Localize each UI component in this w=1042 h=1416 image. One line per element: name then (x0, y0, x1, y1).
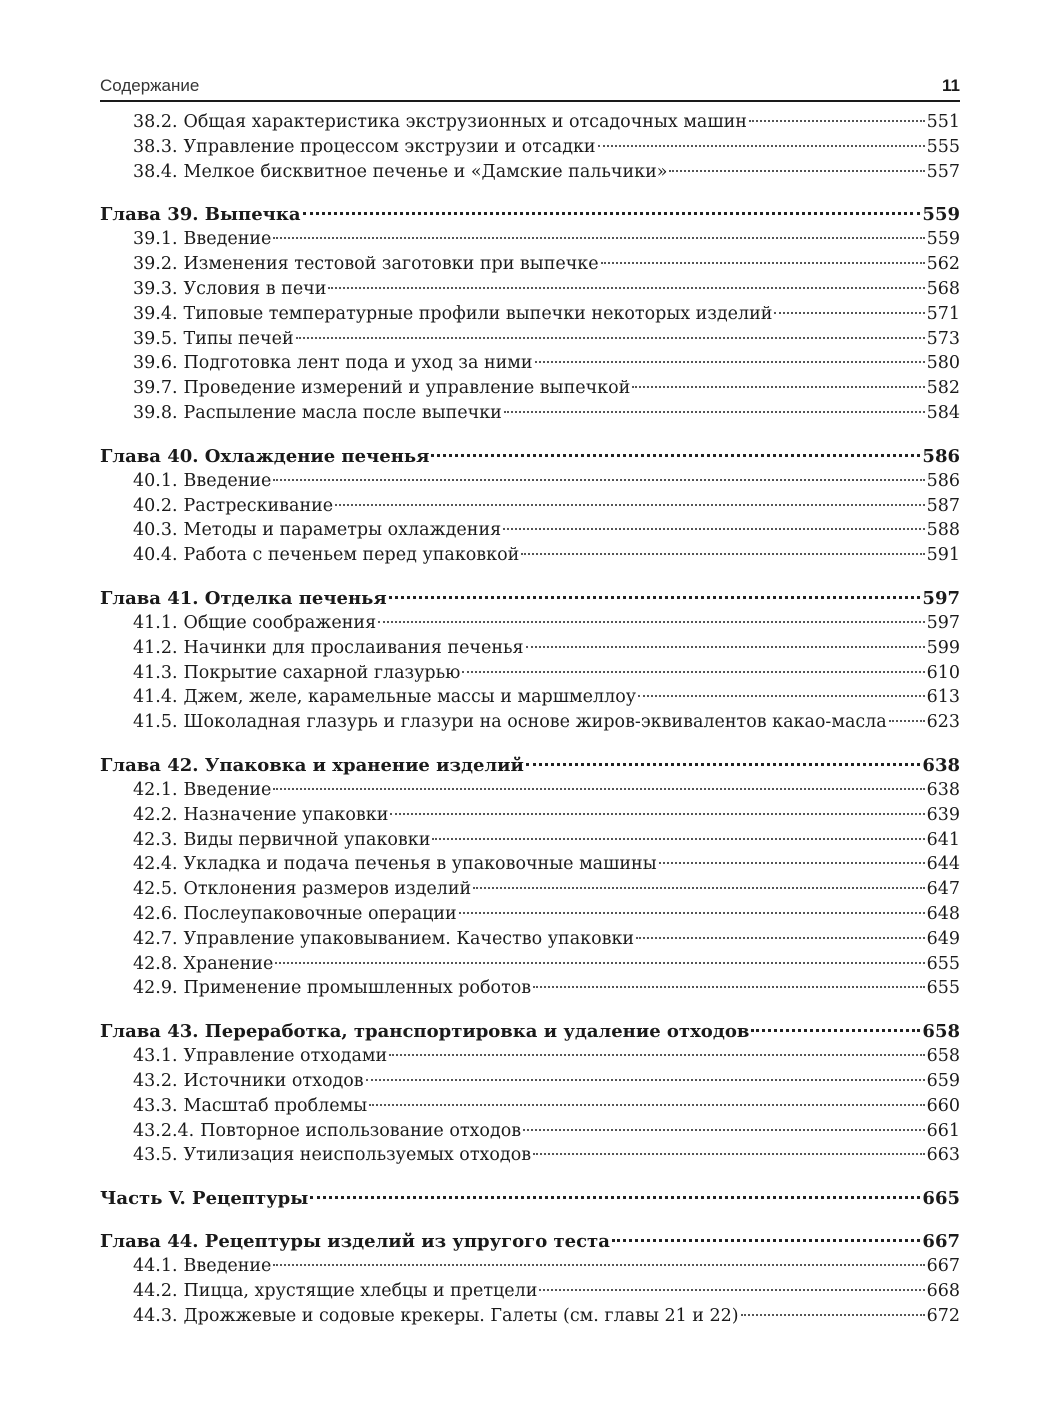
section-number: 41.2. (133, 637, 178, 658)
section-title: Джем, желе, карамельные массы и маршмеллоу (183, 687, 637, 708)
section-title: Виды первичной упаковки (183, 829, 431, 850)
section-number: 39.7. (133, 378, 178, 399)
section-title: Методы и параметры охлаждения (183, 520, 502, 541)
toc-entry[interactable] (100, 401, 960, 426)
dot-leader (335, 504, 924, 506)
dot-leader (523, 1129, 924, 1131)
toc-entry[interactable] (100, 1254, 960, 1279)
chapter-page: 638 (922, 754, 960, 776)
dot-leader (369, 1104, 924, 1106)
section-page: 586 (926, 470, 960, 491)
dot-leader (459, 912, 925, 914)
section-number: 42.3. (133, 829, 178, 850)
chapter-title: Глава 41. Отделка печенья (100, 587, 387, 609)
dot-leader (598, 145, 925, 147)
toc-group (100, 1186, 960, 1211)
section-page: 655 (926, 978, 960, 999)
toc-entry[interactable] (100, 518, 960, 543)
section-title: Растрескивание (183, 495, 334, 516)
toc-group (100, 444, 960, 568)
toc-group (100, 1019, 960, 1168)
dot-leader (366, 1079, 925, 1081)
toc-group (100, 753, 960, 1001)
section-page: 573 (926, 328, 960, 349)
dot-leader (504, 411, 925, 413)
section-number: 38.3. (133, 136, 178, 157)
dot-leader (273, 237, 924, 239)
page-number: 11 (942, 76, 960, 95)
chapter-page: 597 (922, 587, 960, 609)
section-page: 658 (926, 1046, 960, 1067)
toc-entry[interactable] (100, 1304, 960, 1329)
section-page: 588 (926, 520, 960, 541)
dot-leader (389, 1054, 924, 1056)
toc-entry[interactable] (100, 543, 960, 568)
chapter-page: 667 (922, 1231, 960, 1253)
section-title: Применение промышленных роботов (183, 978, 532, 999)
toc-entry[interactable] (100, 902, 960, 927)
dot-leader (432, 838, 924, 840)
toc-entry[interactable] (100, 952, 960, 977)
section-page: 660 (926, 1095, 960, 1116)
section-page: 555 (926, 136, 960, 157)
section-number: 42.1. (133, 779, 178, 800)
dot-leader (601, 262, 925, 264)
chapter-page: 658 (922, 1021, 960, 1043)
section-number: 39.2. (133, 254, 178, 275)
toc-group (100, 202, 960, 425)
section-number: 42.7. (133, 928, 178, 949)
section-number: 40.4. (133, 545, 178, 566)
dot-leader (431, 454, 920, 457)
running-head-title: Содержание (100, 76, 200, 95)
book-page (100, 70, 960, 1346)
section-page: 582 (926, 378, 960, 399)
section-title: Покрытие сахарной глазурью (183, 662, 461, 683)
section-title: Общая характеристика экструзионных и отсадочных машин (183, 112, 747, 132)
dot-leader (328, 287, 924, 289)
section-page: 649 (926, 928, 960, 949)
section-page: 597 (926, 612, 960, 633)
section-number: 42.5. (133, 879, 178, 900)
section-title: Введение (183, 1256, 272, 1277)
dot-leader (889, 720, 925, 722)
section-title: Введение (183, 470, 272, 491)
dot-leader (526, 646, 925, 648)
dot-leader (378, 621, 924, 623)
dot-leader (749, 120, 925, 122)
dot-leader (273, 788, 924, 790)
section-number: 44.2. (133, 1280, 178, 1301)
section-page: 659 (926, 1070, 960, 1091)
toc-entry[interactable] (100, 877, 960, 902)
toc-chapter-heading[interactable] (100, 202, 960, 227)
section-title: Проведение измерений и управление выпечкой (183, 378, 631, 399)
dot-leader (659, 862, 925, 864)
section-page: 587 (926, 495, 960, 516)
section-page: 623 (926, 712, 960, 733)
section-page: 571 (926, 303, 960, 324)
section-page: 568 (926, 278, 960, 299)
section-number: 39.1. (133, 229, 178, 250)
section-page: 557 (926, 161, 960, 182)
toc-entry[interactable] (100, 927, 960, 952)
dot-leader (389, 596, 921, 599)
section-title: Работа с печеньем перед упаковкой (183, 545, 520, 566)
section-number: 40.1. (133, 470, 178, 491)
section-page: 644 (926, 854, 960, 875)
section-title: Источники отходов (183, 1070, 364, 1091)
section-title: Пицца, хрустящие хлебцы и претцели (183, 1280, 538, 1301)
toc-entry[interactable] (100, 661, 960, 686)
toc-chapter-heading[interactable] (100, 586, 960, 611)
section-title: Общие соображения (183, 612, 377, 633)
section-page: 639 (926, 804, 960, 825)
section-title: Повторное использование отходов (200, 1120, 522, 1141)
toc-entry[interactable] (100, 135, 960, 160)
toc-chapter-heading[interactable] (100, 1019, 960, 1044)
toc-entry[interactable] (100, 277, 960, 302)
section-number: 39.4. (133, 303, 178, 324)
toc-entry[interactable] (100, 828, 960, 853)
toc-entry[interactable] (100, 1044, 960, 1069)
table-of-contents (100, 110, 960, 1328)
section-page: 648 (926, 903, 960, 924)
dot-leader (533, 1153, 925, 1155)
toc-entry[interactable] (100, 351, 960, 376)
section-page: 551 (926, 112, 960, 132)
section-number: 42.8. (133, 953, 178, 974)
section-page: 647 (926, 879, 960, 900)
toc-chapter-heading[interactable] (100, 444, 960, 469)
section-page: 580 (926, 353, 960, 374)
dot-leader (275, 962, 924, 964)
dot-leader (273, 479, 924, 481)
section-number: 39.5. (133, 328, 178, 349)
toc-entry[interactable] (100, 227, 960, 252)
dot-leader (503, 528, 924, 530)
section-number: 38.4. (133, 161, 178, 182)
dot-leader (296, 337, 925, 339)
section-title: Шоколадная глазурь и глазури на основе жиров-эквивалентов какао-масла (183, 712, 887, 733)
section-title: Назначение упаковки (183, 804, 389, 825)
dot-leader (273, 1264, 924, 1266)
toc-entry[interactable] (100, 1094, 960, 1119)
chapter-page: 665 (922, 1188, 960, 1210)
toc-chapter-heading[interactable] (100, 1229, 960, 1254)
toc-entry[interactable] (100, 376, 960, 401)
section-number: 42.4. (133, 854, 178, 875)
running-head (100, 70, 960, 102)
section-title: Типы печей (183, 328, 294, 349)
toc-entry[interactable] (100, 469, 960, 494)
toc-entry[interactable] (100, 494, 960, 519)
dot-leader (638, 695, 925, 697)
toc-entry[interactable] (100, 1119, 960, 1144)
dot-leader (741, 1314, 925, 1316)
toc-entry[interactable] (100, 778, 960, 803)
dot-leader (669, 170, 924, 172)
section-title: Укладка и подача печенья в упаковочные машины (183, 854, 657, 875)
toc-entry[interactable] (100, 327, 960, 352)
section-title: Дрожжевые и содовые крекеры. Галеты (см. главы 21 и 22) (183, 1305, 739, 1326)
toc-group (100, 1229, 960, 1328)
section-number: 39.8. (133, 402, 178, 423)
dot-leader (751, 1029, 920, 1032)
section-title: Утилизация неиспользуемых отходов (183, 1145, 532, 1166)
chapter-page: 586 (922, 445, 960, 467)
dot-leader (303, 212, 921, 215)
section-page: 559 (926, 229, 960, 250)
section-page: 668 (926, 1280, 960, 1301)
toc-entry[interactable] (100, 976, 960, 1001)
section-title: Начинки для прослаивания печенья (183, 637, 524, 658)
toc-entry[interactable] (100, 636, 960, 661)
section-page: 610 (926, 662, 960, 683)
section-title: Управление процессом экструзии и отсадки (183, 136, 596, 157)
section-page: 661 (926, 1120, 960, 1141)
section-title: Управление упаковыванием. Качество упаковки (183, 928, 635, 949)
dot-leader (539, 1289, 924, 1291)
section-number: 39.3. (133, 278, 178, 299)
section-number: 40.3. (133, 520, 178, 541)
section-number: 43.3. (133, 1095, 178, 1116)
section-title: Послеупаковочные операции (183, 903, 457, 924)
section-page: 663 (926, 1145, 960, 1166)
chapter-title: Глава 40. Охлаждение печенья (100, 445, 430, 467)
toc-entry[interactable] (100, 1279, 960, 1304)
section-title: Типовые температурные профили выпечки некоторых изделий (183, 303, 773, 324)
section-title: Отклонения размеров изделий (183, 879, 472, 900)
section-title: Введение (183, 779, 272, 800)
dot-leader (473, 887, 924, 889)
dot-leader (774, 312, 924, 314)
section-page: 562 (926, 254, 960, 275)
section-page: 655 (926, 953, 960, 974)
dot-leader (462, 671, 924, 673)
dot-leader (390, 813, 924, 815)
section-number: 43.1. (133, 1046, 178, 1067)
section-number: 43.2. (133, 1070, 178, 1091)
toc-group (100, 110, 960, 184)
section-page: 584 (926, 402, 960, 423)
dot-leader (533, 986, 924, 988)
chapter-title: Глава 43. Переработка, транспортировка и удаление отходов (100, 1021, 750, 1043)
section-page: 591 (926, 545, 960, 566)
section-number: 42.2. (133, 804, 178, 825)
section-number: 42.9. (133, 978, 178, 999)
section-title: Условия в печи (183, 278, 327, 299)
section-number: 40.2. (133, 495, 178, 516)
section-title: Хранение (183, 953, 274, 974)
toc-entry[interactable] (100, 685, 960, 710)
section-number: 44.1. (133, 1256, 178, 1277)
dot-leader (310, 1196, 920, 1199)
dot-leader (535, 361, 925, 363)
section-title: Введение (183, 229, 272, 250)
section-number: 41.5. (133, 712, 178, 733)
section-title: Распыление масла после выпечки (183, 402, 502, 423)
toc-entry[interactable] (100, 1143, 960, 1168)
section-number: 38.2. (133, 112, 178, 132)
chapter-title: Часть V. Рецептуры (100, 1188, 309, 1210)
dot-leader (526, 763, 921, 766)
dot-leader (636, 937, 925, 939)
section-title: Подготовка лент пода и уход за ними (183, 353, 533, 374)
dot-leader (632, 386, 924, 388)
dot-leader (521, 553, 924, 555)
dot-leader (612, 1239, 921, 1242)
toc-chapter-heading[interactable] (100, 1186, 960, 1211)
section-title: Масштаб проблемы (183, 1095, 368, 1116)
section-page: 638 (926, 779, 960, 800)
toc-group (100, 586, 960, 735)
chapter-title: Глава 39. Выпечка (100, 204, 301, 226)
toc-entry[interactable] (100, 160, 960, 185)
section-number: 41.3. (133, 662, 178, 683)
section-number: 42.6. (133, 903, 178, 924)
section-page: 641 (926, 829, 960, 850)
toc-entry[interactable] (100, 110, 960, 135)
section-page: 667 (926, 1256, 960, 1277)
section-title: Мелкое бисквитное печенье и «Дамские пальчики» (183, 161, 668, 182)
chapter-title: Глава 44. Рецептуры изделий из упругого теста (100, 1231, 610, 1253)
section-number: 44.3. (133, 1305, 178, 1326)
toc-entry[interactable] (100, 852, 960, 877)
chapter-page: 559 (922, 204, 960, 226)
section-number: 43.5. (133, 1145, 178, 1166)
section-page: 599 (926, 637, 960, 658)
toc-entry[interactable] (100, 302, 960, 327)
section-number: 41.1. (133, 612, 178, 633)
toc-entry[interactable] (100, 252, 960, 277)
section-page: 613 (926, 687, 960, 708)
section-number: 41.4. (133, 687, 178, 708)
section-title: Изменения тестовой заготовки при выпечке (183, 254, 599, 275)
section-page: 672 (926, 1305, 960, 1326)
section-number: 39.6. (133, 353, 178, 374)
section-title: Управление отходами (183, 1046, 388, 1067)
toc-entry[interactable] (100, 710, 960, 735)
chapter-title: Глава 42. Упаковка и хранение изделий (100, 754, 524, 776)
toc-chapter-heading[interactable] (100, 753, 960, 778)
toc-entry[interactable] (100, 611, 960, 636)
toc-entry[interactable] (100, 1069, 960, 1094)
toc-entry[interactable] (100, 803, 960, 828)
section-number: 43.2.4. (133, 1120, 195, 1141)
